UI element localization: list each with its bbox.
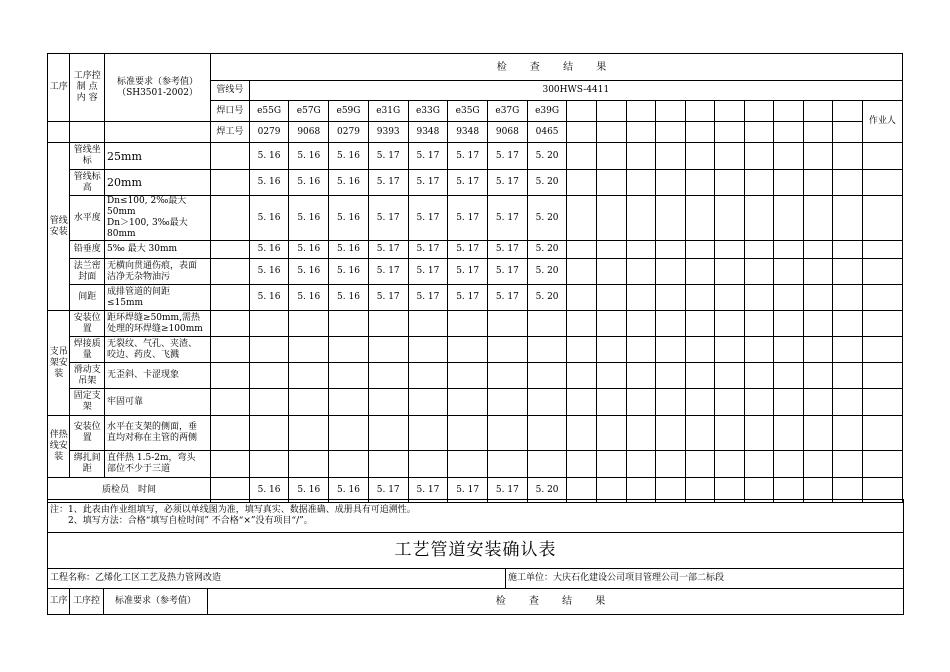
control-point-header bbox=[70, 54, 105, 122]
notes-block bbox=[48, 500, 904, 533]
date-cell: 5. 16 bbox=[329, 241, 369, 259]
item-cell: 管线坐标 bbox=[70, 143, 105, 170]
date-cell: 5. 17 bbox=[448, 170, 488, 196]
control-line-1: 工序控 bbox=[73, 71, 101, 81]
contractor: 施工单位：大庆石化建设公司项目管理公司一部二标段 bbox=[506, 569, 904, 589]
date-cell: 5. 16 bbox=[249, 478, 289, 503]
date-cell: 5. 17 bbox=[368, 259, 408, 285]
date-cell: 5. 17 bbox=[488, 259, 528, 285]
control-line-2: 制 点 bbox=[76, 82, 98, 92]
standard-cell bbox=[105, 337, 211, 363]
date-cell: 5. 16 bbox=[329, 478, 369, 503]
date-cell: 5. 17 bbox=[488, 170, 528, 196]
standard-line: 无横向贯通伤痕，表面 bbox=[107, 260, 198, 271]
welder-no-cell: 0279 bbox=[249, 122, 289, 143]
date-cell: 5. 16 bbox=[249, 170, 289, 196]
note-1: 注：1、此表由作业组填写，必须以单线图为准，填写真实、数据准确、成册具有可追溯性。 bbox=[50, 505, 416, 515]
welder-no-cell: 9348 bbox=[448, 122, 488, 143]
item-cell: 焊接质量 bbox=[70, 337, 105, 363]
date-cell: 5. 17 bbox=[448, 143, 488, 170]
date-cell: 5. 17 bbox=[368, 196, 408, 241]
date-cell: 5. 16 bbox=[289, 285, 329, 311]
date-cell: 5. 16 bbox=[289, 259, 329, 285]
welder-no-cell: 9348 bbox=[408, 122, 448, 143]
standard-cell: 25mm bbox=[105, 143, 211, 170]
standard-line: 处理的环焊缝≥100mm bbox=[107, 323, 203, 334]
standard-line: 部位不少于三道 bbox=[107, 464, 171, 474]
item-cell: 滑动支吊架 bbox=[70, 363, 105, 389]
group-support-install: 支吊架安装 bbox=[48, 311, 70, 416]
weld-no-cell: e31G bbox=[368, 101, 408, 122]
standard-cell bbox=[105, 311, 211, 337]
date-cell: 5. 17 bbox=[368, 241, 408, 259]
pipe-no-value: 300HWS-4411 bbox=[249, 81, 902, 101]
item-cell: 管线标高 bbox=[70, 170, 105, 196]
standard-line: 洁净无杂物油污 bbox=[107, 271, 171, 282]
standard-header bbox=[105, 54, 211, 122]
group-tracing-install: 伴热线安装 bbox=[48, 416, 70, 478]
standard-line: 成排管道的间距 bbox=[107, 286, 171, 297]
date-cell: 5. 17 bbox=[408, 478, 448, 503]
date-cell: 5. 16 bbox=[289, 170, 329, 196]
item-cell: 法兰密封面 bbox=[70, 259, 105, 285]
date-cell: 5. 17 bbox=[488, 143, 528, 170]
item-cell: 固定支架 bbox=[70, 389, 105, 416]
item-cell: 铅垂度 bbox=[70, 241, 105, 259]
standard-cell bbox=[105, 259, 211, 285]
date-cell: 5. 17 bbox=[408, 143, 448, 170]
standard-line: 直均对称在主管的两侧 bbox=[107, 433, 198, 443]
standard-line-1: 标准要求（参考值） bbox=[117, 76, 199, 87]
weld-no-label: 焊口号 bbox=[210, 101, 249, 122]
date-cell: 5. 17 bbox=[368, 478, 408, 503]
date-cell: 5. 17 bbox=[488, 241, 528, 259]
date-cell: 5. 17 bbox=[448, 478, 488, 503]
date-cell: 5. 17 bbox=[408, 241, 448, 259]
process-header: 工序 bbox=[48, 54, 70, 122]
date-cell: 5. 17 bbox=[368, 285, 408, 311]
standard-line: 咬边、药皮、飞溅 bbox=[107, 349, 180, 360]
standard-cell: 无歪斜、卡涩现象 bbox=[105, 363, 211, 389]
date-cell: 5. 16 bbox=[329, 196, 369, 241]
standard-line: ≤15mm bbox=[107, 297, 144, 308]
date-cell: 5. 16 bbox=[289, 196, 329, 241]
standard-cell bbox=[105, 416, 211, 451]
item-cell: 间距 bbox=[70, 285, 105, 311]
control-line-3: 内 容 bbox=[76, 93, 98, 103]
control-header-2: 工序控 bbox=[70, 589, 104, 615]
date-cell: 5. 16 bbox=[249, 259, 289, 285]
date-cell: 5. 20 bbox=[527, 143, 567, 170]
date-cell: 5. 17 bbox=[408, 196, 448, 241]
confirmation-form bbox=[47, 499, 904, 615]
result-header-2: 检 查 结 果 bbox=[208, 589, 904, 615]
standard-line: 80mm bbox=[107, 229, 136, 239]
welder-no-label: 焊工号 bbox=[210, 122, 249, 143]
form-title: 工艺管道安装确认表 bbox=[48, 533, 904, 569]
date-cell: 5. 17 bbox=[488, 196, 528, 241]
date-cell: 5. 16 bbox=[249, 241, 289, 259]
date-cell: 5. 17 bbox=[448, 241, 488, 259]
date-cell: 5. 17 bbox=[448, 259, 488, 285]
date-cell: 5. 17 bbox=[408, 285, 448, 311]
standard-line: Dn≤100, 2‰最大 50mm bbox=[107, 196, 187, 217]
date-cell: 5. 16 bbox=[289, 143, 329, 170]
date-cell: 5. 16 bbox=[249, 143, 289, 170]
standard-line: Dn＞100, 3‰最大 bbox=[107, 218, 188, 228]
standard-cell bbox=[105, 451, 211, 478]
date-cell: 5. 20 bbox=[527, 241, 567, 259]
weld-no-cell: e39G bbox=[527, 101, 567, 122]
welder-no-cell: 0465 bbox=[527, 122, 567, 143]
result-header: 检 查 结 果 bbox=[210, 54, 902, 81]
standard-line: 水平在支架的侧面，垂 bbox=[107, 422, 198, 432]
standard-cell bbox=[105, 285, 211, 311]
standard-header-2: 标准要求（参考值） bbox=[104, 589, 208, 615]
welder-no-cell: 9393 bbox=[368, 122, 408, 143]
date-cell: 5. 16 bbox=[289, 478, 329, 503]
item-cell: 绑扎间距 bbox=[70, 451, 105, 478]
item-cell: 安装位置 bbox=[70, 311, 105, 337]
note-2: 2、填写方法：合格“填写自检时间” 不合格“×”没有项目“/”。 bbox=[68, 516, 313, 526]
weld-no-cell: e57G bbox=[289, 101, 329, 122]
standard-cell bbox=[105, 196, 211, 241]
standard-line: 直伴热 1.5-2m，弯头 bbox=[107, 453, 196, 463]
date-cell: 5. 17 bbox=[448, 285, 488, 311]
inspection-table bbox=[47, 53, 903, 503]
weld-no-cell: e37G bbox=[488, 101, 528, 122]
date-cell: 5. 16 bbox=[289, 241, 329, 259]
standard-cell: 牢固可靠 bbox=[105, 389, 211, 416]
weld-no-cell: e33G bbox=[408, 101, 448, 122]
date-cell: 5. 20 bbox=[527, 259, 567, 285]
welder-no-cell: 9068 bbox=[289, 122, 329, 143]
date-cell: 5. 16 bbox=[249, 285, 289, 311]
standard-line: 无裂纹、气孔、夹渣、 bbox=[107, 338, 198, 349]
standard-cell: 20mm bbox=[105, 170, 211, 196]
date-cell: 5. 16 bbox=[329, 259, 369, 285]
date-cell: 5. 16 bbox=[329, 143, 369, 170]
weld-no-cell: e55G bbox=[249, 101, 289, 122]
weld-no-cell: e35G bbox=[448, 101, 488, 122]
item-cell: 安装位置 bbox=[70, 416, 105, 451]
welder-no-cell: 0279 bbox=[329, 122, 369, 143]
date-cell: 5. 17 bbox=[448, 196, 488, 241]
standard-line: 距环焊缝≥50mm,需热 bbox=[107, 312, 200, 323]
date-cell: 5. 17 bbox=[408, 170, 448, 196]
date-cell: 5. 20 bbox=[527, 196, 567, 241]
date-cell: 5. 20 bbox=[527, 478, 567, 503]
date-cell: 5. 17 bbox=[368, 170, 408, 196]
date-cell: 5. 16 bbox=[329, 170, 369, 196]
process-header-2: 工序 bbox=[48, 589, 70, 615]
inspector-label: 质检员 时间 bbox=[48, 478, 211, 503]
pipe-no-label: 管线号 bbox=[210, 81, 249, 101]
project-name: 工程名称：乙烯化工区工艺及热力管网改造 bbox=[48, 569, 506, 589]
date-cell: 5. 20 bbox=[527, 170, 567, 196]
standard-line-2: （SH3501-2002） bbox=[117, 87, 198, 98]
date-cell: 5. 16 bbox=[329, 285, 369, 311]
group-pipe-install: 管线安装 bbox=[48, 143, 70, 311]
standard-cell: 5‰ 最大 30mm bbox=[105, 241, 211, 259]
item-cell: 水平度 bbox=[70, 196, 105, 241]
date-cell: 5. 17 bbox=[488, 285, 528, 311]
date-cell: 5. 17 bbox=[488, 478, 528, 503]
worker-header: 作业人 bbox=[862, 101, 902, 143]
welder-no-cell: 9068 bbox=[488, 122, 528, 143]
date-cell: 5. 17 bbox=[368, 143, 408, 170]
date-cell: 5. 16 bbox=[249, 196, 289, 241]
date-cell: 5. 20 bbox=[527, 285, 567, 311]
weld-no-cell: e59G bbox=[329, 101, 369, 122]
date-cell: 5. 17 bbox=[408, 259, 448, 285]
